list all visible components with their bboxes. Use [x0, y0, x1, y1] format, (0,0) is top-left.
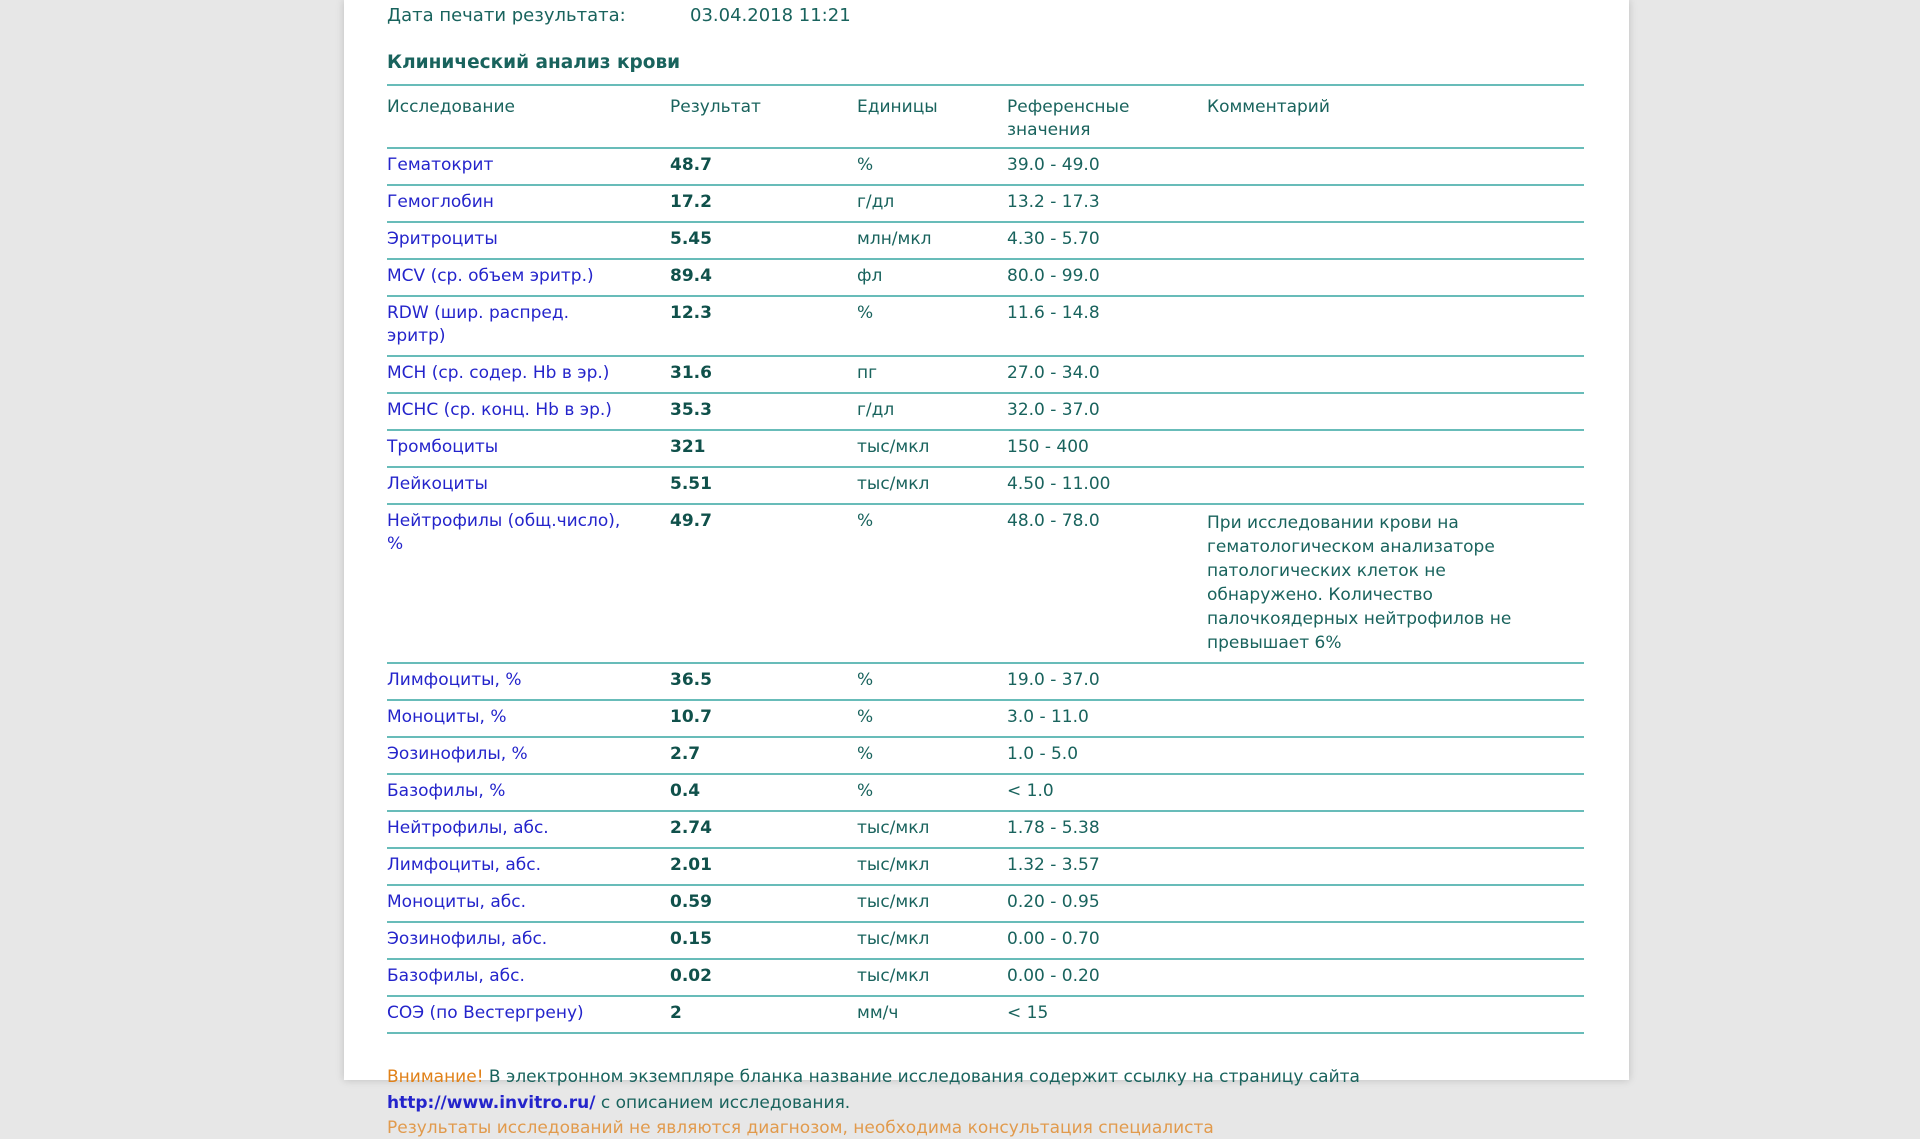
units-cell: тыс/мкл: [857, 430, 1007, 467]
test-name-cell: MCHC (ср. конц. Hb в эр.): [387, 393, 670, 430]
comment-cell: [1207, 148, 1584, 185]
units-cell: %: [857, 700, 1007, 737]
comment-cell: [1207, 737, 1584, 774]
table-row: [387, 467, 1584, 504]
reference-cell: 1.0 - 5.0: [1007, 737, 1207, 774]
comment-cell: [1207, 296, 1584, 356]
comment-cell: [1207, 393, 1584, 430]
attention-line-1: [387, 1064, 1584, 1090]
table-row: [387, 356, 1584, 393]
units-cell: тыс/мкл: [857, 811, 1007, 848]
result-cell: 12.3: [670, 296, 857, 356]
comment-cell: [1207, 774, 1584, 811]
reference-cell: 48.0 - 78.0: [1007, 504, 1207, 663]
table-row: [387, 185, 1584, 222]
result-cell: 10.7: [670, 700, 857, 737]
result-cell: 35.3: [670, 393, 857, 430]
units-cell: млн/мкл: [857, 222, 1007, 259]
test-name-cell: Базофилы, абс.: [387, 959, 670, 996]
print-date-value: 03.04.2018 11:21: [690, 5, 851, 26]
test-name-cell: Гемоглобин: [387, 185, 670, 222]
results-body: [387, 148, 1584, 1033]
test-name-cell: Эритроциты: [387, 222, 670, 259]
units-cell: мм/ч: [857, 996, 1007, 1033]
units-cell: тыс/мкл: [857, 467, 1007, 504]
test-name-cell: Лимфоциты, %: [387, 663, 670, 700]
comment-cell: [1207, 356, 1584, 393]
units-cell: г/дл: [857, 393, 1007, 430]
result-cell: 17.2: [670, 185, 857, 222]
print-date-row: [387, 3, 1629, 29]
table-row: [387, 222, 1584, 259]
result-cell: 2.74: [670, 811, 857, 848]
test-name-cell: Эозинофилы, абс.: [387, 922, 670, 959]
units-cell: %: [857, 737, 1007, 774]
table-row: [387, 393, 1584, 430]
table-row: [387, 663, 1584, 700]
units-cell: пг: [857, 356, 1007, 393]
table-row: [387, 774, 1584, 811]
column-header-1: Результат: [670, 85, 857, 148]
result-cell: 31.6: [670, 356, 857, 393]
comment-cell: [1207, 467, 1584, 504]
reference-cell: 3.0 - 11.0: [1007, 700, 1207, 737]
units-cell: тыс/мкл: [857, 885, 1007, 922]
comment-cell: [1207, 185, 1584, 222]
attention-line-2: [387, 1090, 1584, 1116]
result-cell: 0.4: [670, 774, 857, 811]
units-cell: тыс/мкл: [857, 848, 1007, 885]
results-table: [387, 84, 1584, 1034]
comment-cell: [1207, 959, 1584, 996]
test-name-cell: Моноциты, %: [387, 700, 670, 737]
report-page: [344, 0, 1629, 1138]
test-name-cell: Лимфоциты, абс.: [387, 848, 670, 885]
table-row: [387, 848, 1584, 885]
comment-cell: [1207, 430, 1584, 467]
result-cell: 49.7: [670, 504, 857, 663]
test-name-cell: Гематокрит: [387, 148, 670, 185]
test-name-cell: Лейкоциты: [387, 467, 670, 504]
comment-cell: [1207, 922, 1584, 959]
reference-cell: < 1.0: [1007, 774, 1207, 811]
report-content: [344, 0, 1629, 1138]
units-cell: %: [857, 663, 1007, 700]
test-name-cell: СОЭ (по Вестергрену): [387, 996, 670, 1033]
result-cell: 0.15: [670, 922, 857, 959]
test-name-cell: Нейтрофилы (общ.число), %: [387, 504, 670, 663]
clipped-bottom-line: Результаты исследований не являются диагнозом, необходима консультация специалиста: [387, 1118, 1214, 1138]
units-cell: %: [857, 296, 1007, 356]
reference-cell: 19.0 - 37.0: [1007, 663, 1207, 700]
table-row: [387, 737, 1584, 774]
reference-cell: 0.20 - 0.95: [1007, 885, 1207, 922]
column-header-4: Комментарий: [1207, 85, 1584, 148]
result-cell: 5.45: [670, 222, 857, 259]
table-row: [387, 700, 1584, 737]
comment-cell: [1207, 222, 1584, 259]
table-row: [387, 811, 1584, 848]
test-name-cell: Моноциты, абс.: [387, 885, 670, 922]
result-cell: 2: [670, 996, 857, 1033]
table-row: [387, 959, 1584, 996]
reference-cell: 32.0 - 37.0: [1007, 393, 1207, 430]
units-cell: г/дл: [857, 185, 1007, 222]
reference-cell: 1.32 - 3.57: [1007, 848, 1207, 885]
print-date-label: Дата печати результата:: [387, 5, 626, 26]
test-name-cell: Эозинофилы, %: [387, 737, 670, 774]
reference-cell: 27.0 - 34.0: [1007, 356, 1207, 393]
attention-text: В электронном экземпляре бланка название исследования содержит ссылку на страницу сайта: [483, 1067, 1360, 1087]
test-name-cell: Базофилы, %: [387, 774, 670, 811]
comment-cell: [1207, 885, 1584, 922]
comment-cell: [1207, 259, 1584, 296]
result-cell: 89.4: [670, 259, 857, 296]
comment-cell: [1207, 996, 1584, 1033]
table-row: [387, 430, 1584, 467]
test-name-cell: Нейтрофилы, абс.: [387, 811, 670, 848]
units-cell: %: [857, 774, 1007, 811]
table-row: [387, 296, 1584, 356]
result-cell: 321: [670, 430, 857, 467]
result-cell: 0.02: [670, 959, 857, 996]
report-title: Клинический анализ крови: [387, 52, 681, 73]
column-header-3: Референсные значения: [1007, 85, 1207, 148]
reference-cell: 11.6 - 14.8: [1007, 296, 1207, 356]
reference-cell: 0.00 - 0.70: [1007, 922, 1207, 959]
units-cell: фл: [857, 259, 1007, 296]
reference-cell: 13.2 - 17.3: [1007, 185, 1207, 222]
test-name-cell: Тромбоциты: [387, 430, 670, 467]
reference-cell: 0.00 - 0.20: [1007, 959, 1207, 996]
table-row: [387, 996, 1584, 1033]
reference-cell: < 15: [1007, 996, 1207, 1033]
comment-cell: При исследовании крови на гематологическом анализаторе патологических клеток не обнаружено. Количество палочкоядерных нейтрофилов не превышает 6%: [1207, 504, 1584, 663]
header-row: [387, 85, 1584, 148]
comment-cell: [1207, 811, 1584, 848]
comment-cell: [1207, 663, 1584, 700]
column-header-2: Единицы: [857, 85, 1007, 148]
result-cell: 0.59: [670, 885, 857, 922]
table-row: [387, 259, 1584, 296]
units-cell: %: [857, 148, 1007, 185]
table-row: [387, 148, 1584, 185]
result-cell: 48.7: [670, 148, 857, 185]
comment-cell: [1207, 700, 1584, 737]
column-header-0: Исследование: [387, 85, 670, 148]
reference-cell: 1.78 - 5.38: [1007, 811, 1207, 848]
reference-cell: 39.0 - 49.0: [1007, 148, 1207, 185]
attention-text-2: с описанием исследования.: [595, 1093, 851, 1113]
test-name-cell: RDW (шир. распред. эритр): [387, 296, 670, 356]
attention-label: Внимание!: [387, 1067, 484, 1087]
test-name-cell: MCH (ср. содер. Hb в эр.): [387, 356, 670, 393]
units-cell: %: [857, 504, 1007, 663]
table-row: [387, 885, 1584, 922]
attention-note: [387, 1064, 1584, 1116]
result-cell: 36.5: [670, 663, 857, 700]
invitro-link[interactable]: http://www.invitro.ru/: [387, 1093, 596, 1113]
comment-cell: [1207, 848, 1584, 885]
reference-cell: 4.30 - 5.70: [1007, 222, 1207, 259]
test-name-cell: MCV (ср. объем эритр.): [387, 259, 670, 296]
result-cell: 2.7: [670, 737, 857, 774]
result-cell: 5.51: [670, 467, 857, 504]
reference-cell: 80.0 - 99.0: [1007, 259, 1207, 296]
table-row: [387, 922, 1584, 959]
units-cell: тыс/мкл: [857, 959, 1007, 996]
units-cell: тыс/мкл: [857, 922, 1007, 959]
table-row: [387, 504, 1584, 663]
reference-cell: 150 - 400: [1007, 430, 1207, 467]
result-cell: 2.01: [670, 848, 857, 885]
reference-cell: 4.50 - 11.00: [1007, 467, 1207, 504]
